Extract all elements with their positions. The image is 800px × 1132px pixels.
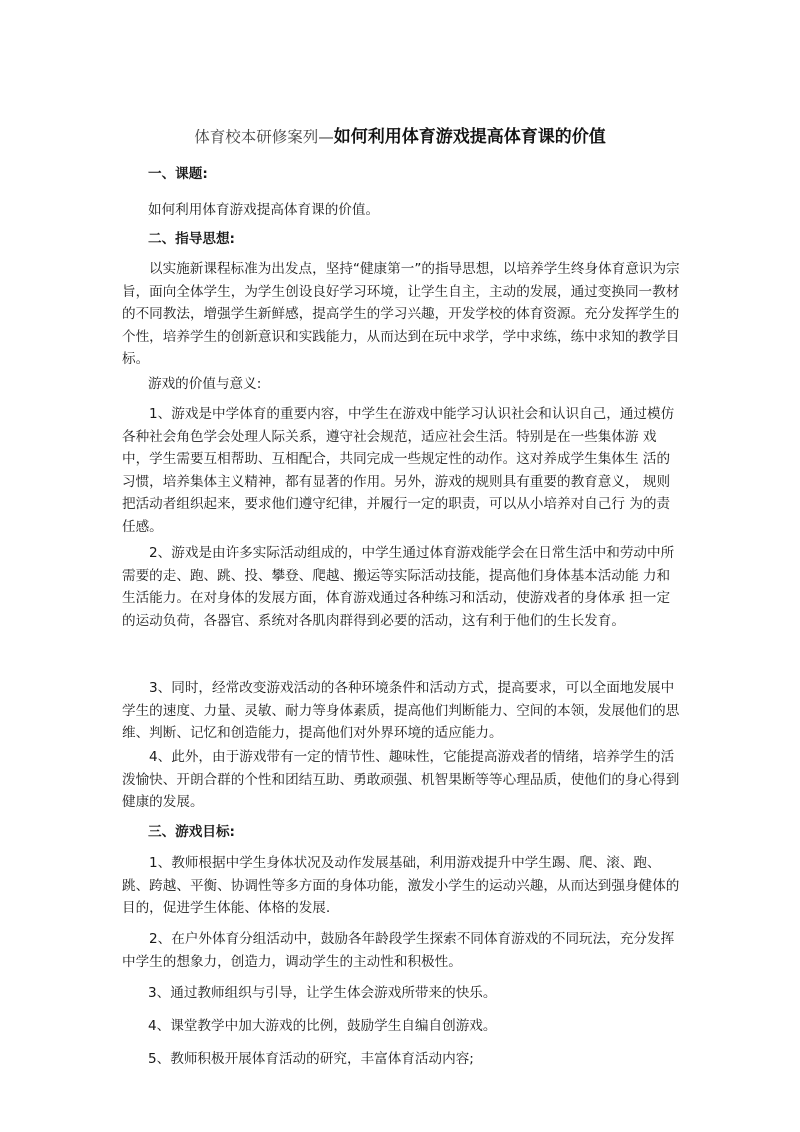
value-paragraph-4: 4、此外，由于游戏带有一定的情节性、趣味性，它能提高游戏者的情绪，培养学生的活泼愉快、开朗合群的个性和团结互助、勇敢顽强、机智果断等等心理品质，使他们的身心得到健康的发展。 <box>122 749 680 810</box>
goal-2: 2、在户外体育分组活动中，鼓励各年龄段学生探索不同体育游戏的不同玩法，充分发挥中学生的想象力，创造力，调动学生的主动性和积极性。 <box>122 931 675 970</box>
section-heading-topic: 一、课题: <box>148 166 208 182</box>
goal-3: 3、通过教师组织与引导，让学生体会游戏所带来的快乐。 <box>148 985 497 1001</box>
goal-4: 4、课堂教学中加大游戏的比例，鼓励学生自编自创游戏。 <box>148 1018 497 1034</box>
document-title <box>0 122 800 147</box>
value-paragraph-1: 1、游戏是中学体育的重要内容，中学生在游戏中能学习认识社会和认识自己，通过模仿各种社会角色学会处理人际关系，遵守社会规范，适应社会生活。特别是在一些集体游 戏中，学生需要互相帮助、互相配合，共同完成一些规定性的动作。这对养成学生集体生 活的习惯，培养集体主义精神，都有显著的作用。另外，游戏的规则具有重要的教育意义， 规则把活动者组织起来，要求他们遵守纪律，并履行一定的职责，可以从小培养对自己行 为的责任感。 <box>122 406 675 535</box>
goal-1: 1、教师根据中学生身体状况及动作发展基础，利用游戏提升中学生踢、爬、滚、跑、跳、跨越、平衡、协调性等多方面的身体功能，激发小学生的运动兴趣，从而达到强身健体的目的，促进学生体能、体格的发展. <box>122 855 680 916</box>
goal-5: 5、教师积极开展体育活动的研究，丰富体育活动内容; <box>148 1051 474 1067</box>
section-heading-guiding-thought: 二、指导思想: <box>148 231 235 247</box>
section-heading-game-goals: 三、游戏目标: <box>148 824 235 840</box>
guiding-thought-paragraph: 以实施新课程标准为出发点，坚持“健康第一”的指导思想，以培养学生终身体育意识为宗旨，面向全体学生，为学生创设良好学习环境，让学生自主，主动的发展，通过变换同一教材的不同教法，增强学生新鲜感，提高学生的学习兴趣，开发学校的体育资源。充分发挥学生的个性，培养学生的创新意识和实践能力，从而达到在玩中求学，学中求练，练中求知的教学目标。 <box>122 261 680 367</box>
value-paragraph-3: 3、同时，经常改变游戏活动的各种环境条件和活动方式，提高要求，可以全面地发展中学生的速度、力量、灵敏、耐力等身体素质，提高他们判断能力、空间的本领，发展他们的思维、判断、记忆和创造能力，提高他们对外界环境的适应能力。 <box>122 680 680 741</box>
value-heading: 游戏的价值与意义: <box>148 376 262 392</box>
title-main: 如何利用体育游戏提高体育课的价值 <box>333 127 606 147</box>
value-paragraph-2: 2、游戏是由许多实际活动组成的，中学生通过体育游戏能学会在日常生活中和劳动中所需要的走、跑、跳、投、攀登、爬越、搬运等实际活动技能，提高他们身体基本活动能 力和生活能力。在对身体的发展方面，体育游戏通过各种练习和活动，使游戏者的身体承 担一定的运动负荷，各器官、系统对各肌肉群得到必要的活动，这有利于他们的生长发育。 <box>122 545 675 629</box>
title-prefix: 体育校本研修案列— <box>194 128 334 146</box>
topic-text: 如何利用体育游戏提高体育课的价值。 <box>148 202 380 218</box>
